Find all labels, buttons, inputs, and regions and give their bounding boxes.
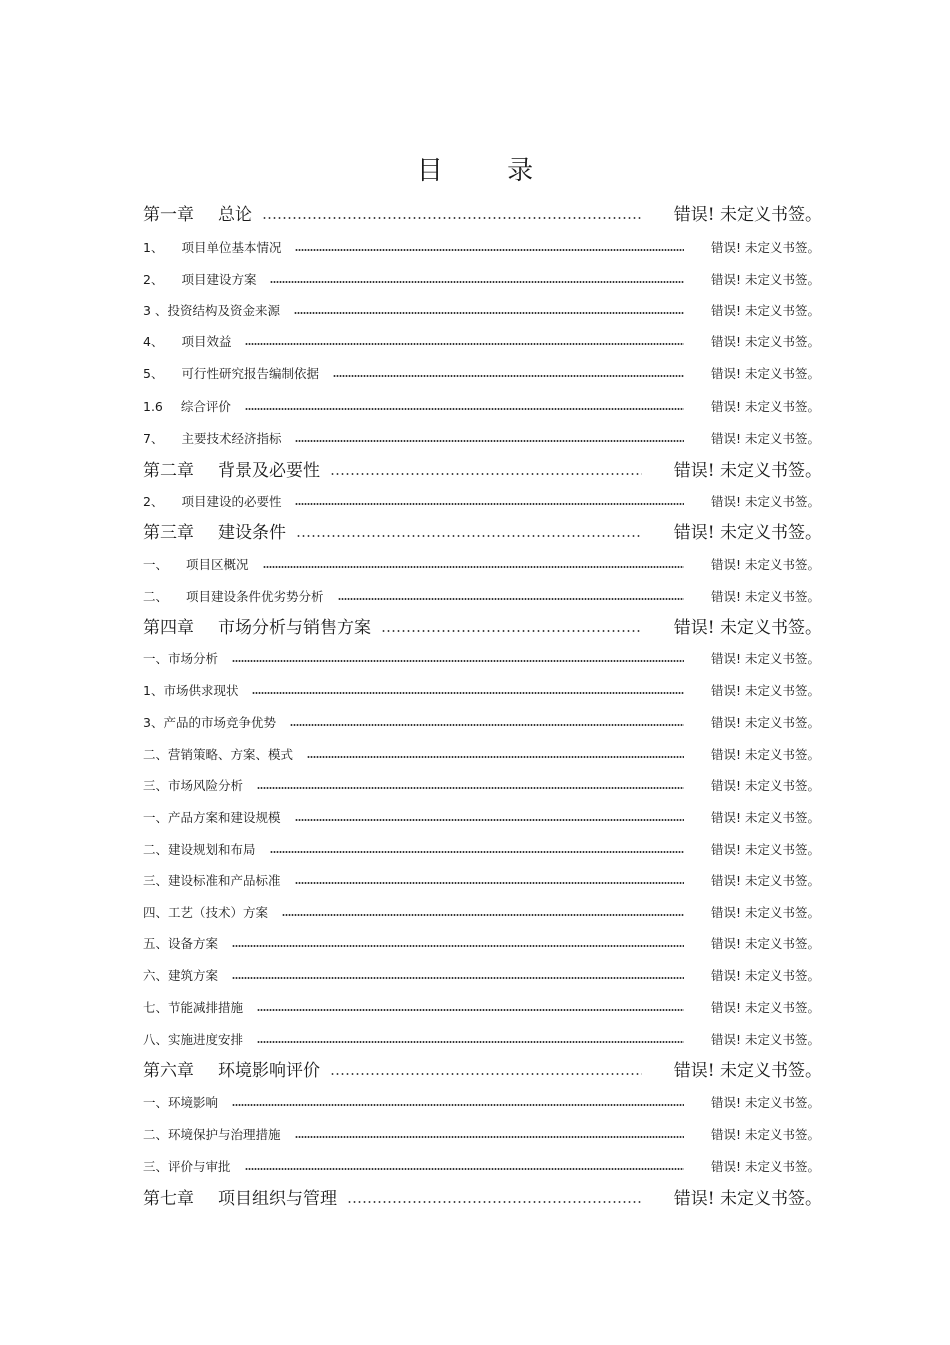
toc-entry-label (143, 774, 243, 798)
toc-entry-label (143, 1187, 337, 1211)
toc-entry-number: 第二章 (143, 461, 194, 481)
toc-leader-dots (232, 945, 684, 947)
toc-section-entry[interactable] (0, 711, 950, 735)
toc-entry-label (143, 806, 281, 830)
toc-entry-label (143, 490, 281, 514)
toc-entry-text: 三、评价与审批 (143, 1159, 231, 1174)
toc-entry-page: 错误! 未定义书签。 (711, 240, 820, 255)
toc-chapter-entry[interactable] (0, 203, 950, 227)
toc-leader-dots (245, 343, 684, 345)
toc-entry-number: 5、 (143, 366, 164, 381)
toc-leader-dots (347, 1201, 642, 1203)
toc-entry-label (143, 964, 218, 988)
toc-section-entry[interactable] (0, 932, 950, 956)
toc-entry-text: 综合评价 (180, 399, 231, 414)
toc-entry-number: 第四章 (143, 618, 194, 638)
toc-entry-text: 项目建设的必要性 (181, 494, 282, 509)
toc-entry-label (143, 427, 281, 451)
toc-entry-page: 错误! 未定义书签。 (711, 557, 820, 572)
toc-section-entry[interactable] (0, 427, 950, 451)
toc-entry-text: 一、环境影响 (143, 1095, 219, 1110)
toc-entry-page: 错误! 未定义书签。 (711, 873, 820, 888)
toc-section-entry[interactable] (0, 236, 950, 260)
toc-leader-dots (270, 851, 684, 853)
toc-entry-number: 7、 (143, 431, 164, 446)
toc-entry-label (143, 869, 281, 893)
toc-leader-dots (307, 756, 684, 758)
toc-entry-number: 3 (143, 303, 151, 318)
toc-section-entry[interactable] (0, 553, 950, 577)
toc-entry-number: 1、 (143, 240, 164, 255)
toc-entry-number: 第七章 (143, 1189, 194, 1209)
toc-entry-label (143, 1028, 243, 1052)
toc-entry-page: 错误! 未定义书签。 (711, 651, 820, 666)
toc-leader-dots (295, 440, 684, 442)
toc-leader-dots (270, 281, 684, 283)
toc-entry-number: 第三章 (143, 523, 194, 543)
toc-leader-dots (257, 787, 684, 789)
toc-leader-dots (245, 1168, 684, 1170)
toc-leader-dots (232, 660, 684, 662)
toc-entry-page: 错误! 未定义书签。 (673, 205, 822, 225)
toc-leader-dots (295, 882, 684, 884)
toc-entry-page: 错误! 未定义书签。 (711, 905, 820, 920)
toc-section-entry[interactable] (0, 490, 950, 514)
toc-entry-text: 二、建设规划和布局 (143, 842, 256, 857)
toc-chapter-entry[interactable] (0, 1187, 950, 1211)
toc-section-entry[interactable] (0, 362, 950, 386)
toc-entry-page: 错误! 未定义书签。 (673, 461, 822, 481)
toc-section-entry[interactable] (0, 743, 950, 767)
toc-entry-label (143, 1091, 218, 1115)
toc-entry-text: 市场分析与销售方案 (218, 618, 371, 638)
toc-entry-page: 错误! 未定义书签。 (673, 1189, 822, 1209)
toc-entry-label (143, 395, 231, 419)
toc-entry-page: 错误! 未定义书签。 (711, 431, 820, 446)
toc-entry-label (143, 268, 256, 292)
toc-entry-page: 错误! 未定义书签。 (711, 494, 820, 509)
toc-leader-dots (263, 566, 684, 568)
toc-entry-page: 错误! 未定义书签。 (711, 683, 820, 698)
toc-entry-number: 2、 (143, 272, 164, 287)
toc-section-entry[interactable] (0, 330, 950, 354)
toc-leader-dots (333, 375, 684, 377)
toc-section-entry[interactable] (0, 964, 950, 988)
toc-entry-text: 三、市场风险分析 (143, 778, 244, 793)
toc-entry-text: 主要技术经济指标 (181, 431, 282, 446)
toc-leader-dots (262, 217, 642, 219)
toc-leader-dots (295, 249, 684, 251)
toc-leader-dots (294, 312, 684, 314)
toc-entry-page: 错误! 未定义书签。 (711, 810, 820, 825)
toc-leader-dots (245, 408, 684, 410)
toc-entry-page: 错误! 未定义书签。 (711, 366, 820, 381)
toc-section-entry[interactable] (0, 901, 950, 925)
toc-entry-page: 错误! 未定义书签。 (711, 589, 820, 604)
toc-chapter-entry[interactable] (0, 521, 950, 545)
toc-entry-text: 八、实施进度安排 (143, 1032, 244, 1047)
toc-entry-text: 一、市场分析 (143, 651, 219, 666)
toc-chapter-entry[interactable] (0, 459, 950, 483)
toc-entry-page: 错误! 未定义书签。 (711, 399, 820, 414)
toc-entry-text: 一、产品方案和建设规模 (143, 810, 281, 825)
toc-leader-dots (257, 1009, 684, 1011)
toc-entry-text: 项目效益 (181, 334, 232, 349)
toc-entry-text: 1、市场供求现状 (143, 683, 239, 698)
toc-entry-label (143, 616, 371, 640)
toc-entry-page: 错误! 未定义书签。 (711, 1032, 820, 1047)
toc-leader-dots (381, 630, 642, 632)
toc-entry-text: 二、环境保护与治理措施 (143, 1127, 281, 1142)
toc-section-entry[interactable] (0, 395, 950, 419)
toc-entry-text: 建设条件 (218, 523, 286, 543)
toc-entry-number: 二、 (143, 589, 169, 604)
toc-leader-dots (257, 1041, 684, 1043)
toc-entry-label (143, 330, 231, 354)
toc-entry-text: 五、设备方案 (143, 936, 219, 951)
toc-section-entry[interactable] (0, 1091, 950, 1115)
toc-entry-number: 2、 (143, 494, 164, 509)
toc-entry-page: 错误! 未定义书签。 (711, 842, 820, 857)
toc-entry-page: 错误! 未定义书签。 (711, 715, 820, 730)
toc-entry-page: 错误! 未定义书签。 (711, 1095, 820, 1110)
toc-entry-label (143, 203, 252, 227)
toc-entry-page: 错误! 未定义书签。 (711, 1159, 820, 1174)
toc-entry-label (143, 647, 218, 671)
toc-section-entry[interactable] (0, 1123, 950, 1147)
toc-entry-number: 第一章 (143, 205, 194, 225)
toc-entry-label (143, 236, 281, 260)
toc-entry-page: 错误! 未定义书签。 (711, 968, 820, 983)
toc-entry-text: 可行性研究报告编制依据 (181, 366, 319, 381)
toc-entry-number: 第六章 (143, 1061, 194, 1081)
toc-section-entry[interactable] (0, 679, 950, 703)
toc-entry-page: 错误! 未定义书签。 (673, 1061, 822, 1081)
toc-entry-label (143, 553, 249, 577)
toc-leader-dots (296, 535, 642, 537)
toc-leader-dots (330, 473, 642, 475)
toc-leader-dots (330, 1073, 642, 1075)
toc-entry-label (143, 362, 319, 386)
toc-entry-text: 六、建筑方案 (143, 968, 219, 983)
toc-entry-label (143, 932, 218, 956)
toc-entry-page: 错误! 未定义书签。 (711, 334, 820, 349)
toc-entry-label (143, 299, 280, 323)
toc-section-entry[interactable] (0, 268, 950, 292)
toc-entry-label (143, 585, 324, 609)
toc-entry-page: 错误! 未定义书签。 (711, 936, 820, 951)
toc-entry-text: 项目区概况 (186, 557, 249, 572)
toc-entry-label (143, 1059, 320, 1083)
toc-section-entry[interactable] (0, 838, 950, 862)
toc-entry-text: 总论 (218, 205, 252, 225)
toc-section-entry[interactable] (0, 585, 950, 609)
toc-entry-text: 七、节能减排措施 (143, 1000, 244, 1015)
toc-leader-dots (295, 503, 684, 505)
toc-entry-label (143, 996, 243, 1020)
toc-entry-text: 环境影响评价 (218, 1061, 320, 1081)
toc-title: 目 录 (416, 156, 562, 186)
toc-entry-text: 二、营销策略、方案、模式 (143, 747, 294, 762)
toc-entry-page: 错误! 未定义书签。 (673, 523, 822, 543)
toc-entry-label (143, 711, 276, 735)
toc-entry-page: 错误! 未定义书签。 (711, 303, 820, 318)
toc-entry-label (143, 679, 238, 703)
toc-section-entry[interactable] (0, 299, 950, 323)
toc-entry-number: 1.6 (143, 399, 163, 414)
toc-entry-label (143, 743, 293, 767)
toc-section-entry[interactable] (0, 806, 950, 830)
toc-entry-text: 四、工艺（技术）方案 (143, 905, 269, 920)
toc-entry-number: 4、 (143, 334, 164, 349)
toc-entry-number: 一、 (143, 557, 169, 572)
toc-entry-label (143, 1155, 231, 1179)
toc-leader-dots (295, 819, 684, 821)
toc-entry-page: 错误! 未定义书签。 (673, 618, 822, 638)
toc-entry-page: 错误! 未定义书签。 (711, 747, 820, 762)
toc-entry-text: 三、建设标准和产品标准 (143, 873, 281, 888)
toc-entry-label (143, 838, 256, 862)
toc-entry-text: 项目组织与管理 (218, 1189, 337, 1209)
toc-entry-page: 错误! 未定义书签。 (711, 1000, 820, 1015)
toc-chapter-entry[interactable] (0, 616, 950, 640)
toc-entry-label (143, 521, 286, 545)
toc-leader-dots (232, 1104, 684, 1106)
toc-entry-text: 背景及必要性 (218, 461, 320, 481)
toc-entry-page: 错误! 未定义书签。 (711, 272, 820, 287)
toc-entry-label (143, 1123, 281, 1147)
toc-entry-text: 项目建设方案 (181, 272, 257, 287)
toc-leader-dots (232, 977, 684, 979)
toc-entry-page: 错误! 未定义书签。 (711, 778, 820, 793)
toc-section-entry[interactable] (0, 1155, 950, 1179)
toc-leader-dots (295, 1136, 684, 1138)
toc-entry-text: 项目单位基本情况 (181, 240, 282, 255)
toc-entry-label (143, 459, 320, 483)
toc-leader-dots (252, 692, 684, 694)
toc-leader-dots (282, 914, 684, 916)
toc-section-entry[interactable] (0, 774, 950, 798)
toc-leader-dots (290, 724, 684, 726)
toc-entry-label (143, 901, 268, 925)
toc-chapter-entry[interactable] (0, 1059, 950, 1083)
toc-section-entry[interactable] (0, 1028, 950, 1052)
toc-leader-dots (338, 598, 684, 600)
toc-entry-page: 错误! 未定义书签。 (711, 1127, 820, 1142)
toc-section-entry[interactable] (0, 647, 950, 671)
toc-section-entry[interactable] (0, 869, 950, 893)
toc-section-entry[interactable] (0, 996, 950, 1020)
toc-entry-text: 项目建设条件优劣势分析 (186, 589, 324, 604)
toc-entry-text: 3、产品的市场竞争优势 (143, 715, 276, 730)
toc-entry-text: 、投资结构及资金来源 (154, 303, 280, 318)
